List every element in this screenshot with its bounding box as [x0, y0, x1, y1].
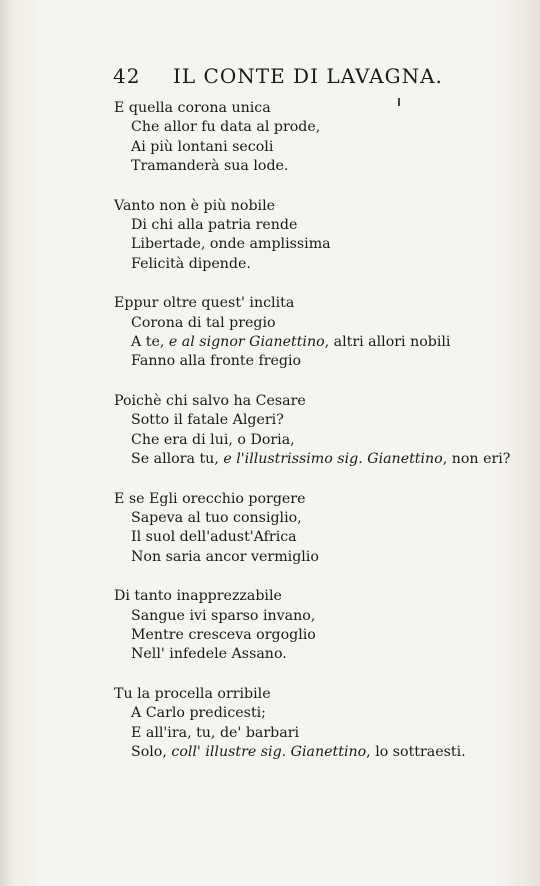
stanza — [114, 392, 514, 469]
verse-line: Vanto non è più nobile — [114, 197, 276, 214]
verse-line: A Carlo predicesti; — [131, 705, 266, 722]
verse-line: Non saria ancor vermiglio — [131, 548, 319, 565]
verse-line: Libertade, onde amplissima — [131, 236, 331, 253]
verse-line: Che era di lui, o Doria, — [131, 431, 295, 448]
verse-text: A te, — [131, 333, 169, 350]
verse-line: Tu la procella orribile — [114, 686, 271, 703]
verse-line — [114, 450, 514, 469]
stanza — [114, 490, 514, 567]
verse-text: , lo sottraesti. — [366, 744, 466, 761]
verse-line — [114, 743, 514, 762]
verse-line: Nell' infedele Assano. — [131, 646, 287, 663]
verse-italic-text: coll' illustre sig. Gianettino — [171, 744, 367, 761]
verse-line: Il suol dell'adust'Africa — [131, 529, 297, 546]
verse-italic-text: e al signor Gianettino — [168, 333, 325, 350]
page-number: 42 — [113, 64, 141, 88]
verse-line: Sangue ivi sparso invano, — [131, 607, 316, 624]
verse-line: Che allor fu data al prode, — [131, 119, 321, 136]
verse-line: Ai più lontani secoli — [131, 138, 274, 155]
verse-line — [114, 333, 514, 352]
verse-line: Di chi alla patria rende — [131, 216, 298, 233]
verse-line: E se Egli orecchio porgere — [114, 490, 306, 507]
verse-line: Tramanderà sua lode. — [131, 157, 289, 174]
stanza — [114, 587, 514, 664]
verse-text: , altri allori nobili — [324, 333, 451, 350]
verse-line: Di tanto inapprezzabile — [114, 588, 282, 605]
verse-line: Corona di tal pregio — [131, 314, 276, 331]
verse-line: Felicità dipende. — [131, 255, 251, 272]
verse-text: Se allora tu, — [131, 450, 224, 467]
verse-line: E quella corona unica — [114, 100, 271, 116]
stanza — [114, 685, 514, 762]
stanza — [114, 99, 514, 176]
verse-line: E all'ira, tu, de' barbari — [131, 724, 300, 741]
verse-line: Mentre cresceva orgoglio — [131, 627, 316, 644]
poem-body — [114, 99, 514, 783]
stanza — [114, 294, 514, 371]
verse-line: Poichè chi salvo ha Cesare — [114, 393, 306, 410]
verse-line: Sapeva al tuo consiglio, — [131, 510, 302, 527]
verse-line: Fanno alla fronte fregio — [131, 353, 302, 370]
verse-text: , non eri? — [442, 450, 511, 467]
running-title: IL CONTE DI LAVAGNA. — [173, 64, 443, 88]
verse-line: Eppur oltre quest' inclita — [114, 295, 295, 312]
running-header — [113, 64, 443, 88]
verse-italic-text: e l'illustrissimo sig. Gianettino — [223, 450, 443, 467]
stanza — [114, 197, 514, 274]
verse-line: Sotto il fatale Algeri? — [131, 412, 284, 429]
verse-text: Solo, — [131, 744, 172, 761]
